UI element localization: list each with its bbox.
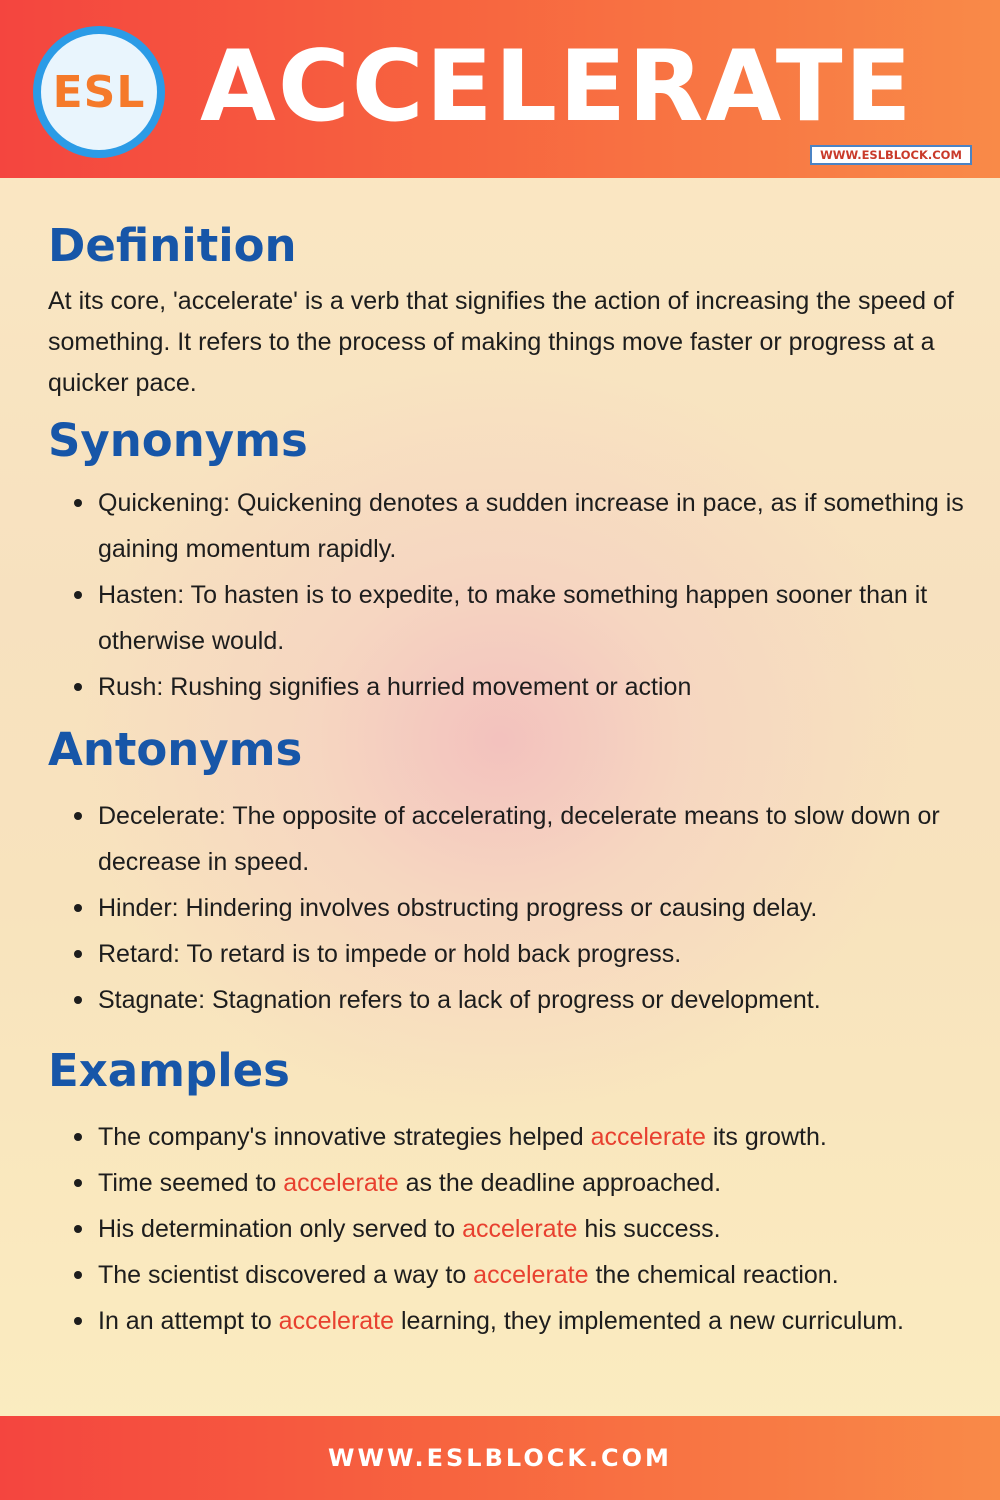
example-item: [98, 1298, 968, 1344]
esl-logo-inner: [41, 34, 157, 150]
examples-list: [98, 1114, 968, 1344]
example-item: [98, 1114, 968, 1160]
antonym-item: Hinder: Hindering involves obstructing progress or causing delay.: [98, 885, 968, 931]
page-title: ACCELERATE: [200, 30, 914, 144]
antonym-item: Retard: To retard is to impede or hold back progress.: [98, 931, 968, 977]
antonyms-list: [98, 793, 968, 1023]
example-text: His determination only served to: [98, 1215, 463, 1243]
antonym-item: Decelerate: The opposite of accelerating, decelerate means to slow down or decrease in speed.: [98, 793, 968, 885]
example-item: [98, 1206, 968, 1252]
antonym-item: Stagnate: Stagnation refers to a lack of progress or development.: [98, 977, 968, 1023]
synonym-item: Hasten: To hasten is to expedite, to make something happen sooner than it otherwise would.: [98, 572, 968, 664]
example-text: In an attempt to: [98, 1307, 279, 1335]
example-text: learning, they implemented a new curriculum.: [394, 1307, 904, 1335]
esl-logo: [33, 26, 165, 158]
highlighted-word: accelerate: [462, 1215, 578, 1243]
footer-banner: [0, 1416, 1000, 1500]
header-banner: [0, 0, 1000, 178]
synonyms-heading: Synonyms: [48, 414, 308, 467]
examples-heading: Examples: [48, 1044, 290, 1097]
example-text: The company's innovative strategies helped: [98, 1123, 591, 1151]
synonym-item: Quickening: Quickening denotes a sudden increase in pace, as if something is gaining momentum rapidly.: [98, 480, 968, 572]
highlighted-word: accelerate: [590, 1123, 706, 1151]
example-item: [98, 1160, 968, 1206]
highlighted-word: accelerate: [473, 1261, 589, 1289]
highlighted-word: accelerate: [278, 1307, 395, 1335]
synonyms-list: [98, 480, 968, 710]
example-text: Time seemed to: [98, 1169, 284, 1197]
footer-url: WWW.ESLBLOCK.COM: [328, 1444, 672, 1472]
antonyms-heading: Antonyms: [48, 723, 303, 776]
example-text: its growth.: [705, 1123, 827, 1151]
definition-text: At its core, 'accelerate' is a verb that signifies the action of increasing the speed of something. It refers to the process of making things move faster or progress at a quicker pace.: [48, 287, 954, 397]
synonym-item: Rush: Rushing signifies a hurried movement or action: [98, 664, 968, 710]
highlighted-word: accelerate: [283, 1169, 399, 1197]
esl-logo-text: ESL: [52, 66, 146, 118]
example-item: [98, 1252, 968, 1298]
example-text: his success.: [577, 1215, 721, 1243]
definition-heading: Definition: [48, 219, 297, 272]
example-text: the chemical reaction.: [588, 1261, 839, 1289]
example-text: The scientist discovered a way to: [98, 1261, 474, 1289]
website-badge: WWW.ESLBLOCK.COM: [810, 145, 972, 165]
example-text: as the deadline approached.: [398, 1169, 722, 1197]
